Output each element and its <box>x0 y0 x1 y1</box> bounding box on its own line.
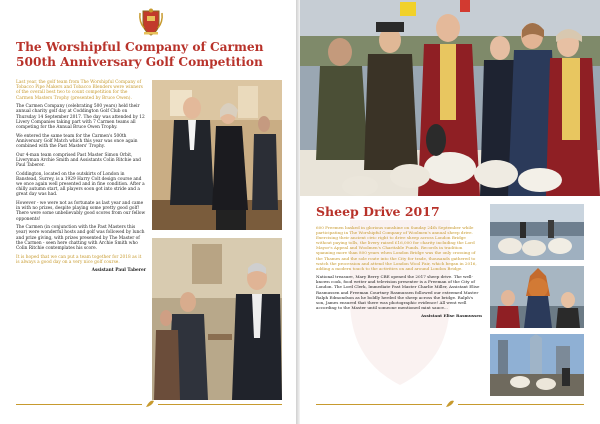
body-paragraph: The Carmen Company (celebrating 500 years) held their annual charity golf day at Coddington Golf Club on Thursday 14 September 2017. The day was attended by 12 Livery Companies taking part with 7 Carmen teams all competing for the Annual Bruce Owen Trophy. <box>16 104 145 131</box>
footer-rule <box>158 404 282 405</box>
intro-paragraph: Last year, the golf team from The Worshipful Company of Tobacco Pipe Makers and Tobacco Blenders were winners of the overall best two to count competition for the Carmen Masters Trophy (presented by Bruce Owen). <box>16 80 143 101</box>
footer-rule <box>16 404 142 405</box>
footer-leaf-icon <box>145 400 155 408</box>
golf-article-body <box>16 80 146 277</box>
london-bridge-sheep-photo <box>490 334 584 396</box>
footer-rule <box>316 404 442 405</box>
golf-prize-photo <box>152 80 282 230</box>
left-page <box>0 0 296 424</box>
author-credit: Assistant Elise Rasmussen <box>421 313 482 319</box>
body-paragraph: Coddington, located on the outskirts of London in Banstead, Surrey, is a 1929 Harry Colt design course and we once again well presented and in fine condition. After a chilly autumn start, all players soon got into stride and a great day was had. <box>16 171 145 198</box>
body-paragraph: We entered the same team for the Carmen's 500th Anniversary Golf Match which this year was once again combined with the Past Masters' Trophy. <box>16 133 138 150</box>
footer-leaf-icon <box>445 400 455 408</box>
article-title: Sheep Drive 2017 <box>316 204 440 219</box>
body-paragraph: National treasure, Mary Berry CBE opened the 2017 sheep drive. The well-known cook, food writer and television presenter is a Freeman of the City of London. The Lord Clerk, Immediate Past Master Charlie Miller, Assistant Elise Rasmussen and Freeman Courtney Rasmussen followed our esteemed Master Ralph Edmondson as he boldly herded the sheep across the bridge. Ralph's son, James ensured that there was photographic evidence! All went well according to the Master until someone mentioned mint sauce... <box>316 274 480 310</box>
right-page <box>300 0 600 424</box>
golf-chat-photo <box>152 238 282 400</box>
body-paragraph: However - we were not as fortunate as last year and came in with no prizes, despite playing some pretty good golf! There were some unbelievably good scores from our fellow opponents! <box>16 201 146 222</box>
sheep-drive-hero-photo <box>300 0 600 196</box>
livery-crest-icon <box>138 8 164 36</box>
sheep-crowd-photo <box>490 204 584 260</box>
wolf-mascot-photo <box>490 266 584 328</box>
author-credit: Assistant Paul Taberer <box>91 268 146 274</box>
sheep-drive-article-body <box>316 225 482 322</box>
article-title: The Worshipful Company of Carmen 500th Anniversary Golf Competition <box>16 40 264 69</box>
closing-paragraph: It is hoped that we can put a team together for 2018 as it is always a good day on a very nice golf course. <box>16 254 142 265</box>
footer-rule <box>458 404 584 405</box>
intro-paragraph: 600 Freemen basked in glorious sunshine on Sunday 24th September while participating in The Worshipful Company of Woolmen's annual sheep drive. Exercising their ancient civic right to drive sheep across London Bridge without paying tolls, the livery raised £16,000 for charity including the Lord Mayor's Appeal and Woolmen's Charitable Funds. Records in tradition spanning more than 800 years when London Bridge was the only crossing of the Thames and the sole route into the City for trade, thousands gathered to watch the procession and attend the London Wool Fair, which began in 2016, adding a modern touch to the activities on and around London Bridge. <box>316 225 477 271</box>
body-paragraph: Our 4-man team comprised Past Master Simon Orbit, Liveryman Archie Smith and Assistants Colin Ritchie and Paul Taberer. <box>16 152 141 169</box>
body-paragraph: The Carmen (in conjunction with the Past Masters this year) were wonderful hosts and golf was followed by lunch and prize giving, with prizes presented by The Master of the Carmen - seen here chatting with Archie Smith who Colin Ritchie contemplates his score. <box>16 225 145 252</box>
